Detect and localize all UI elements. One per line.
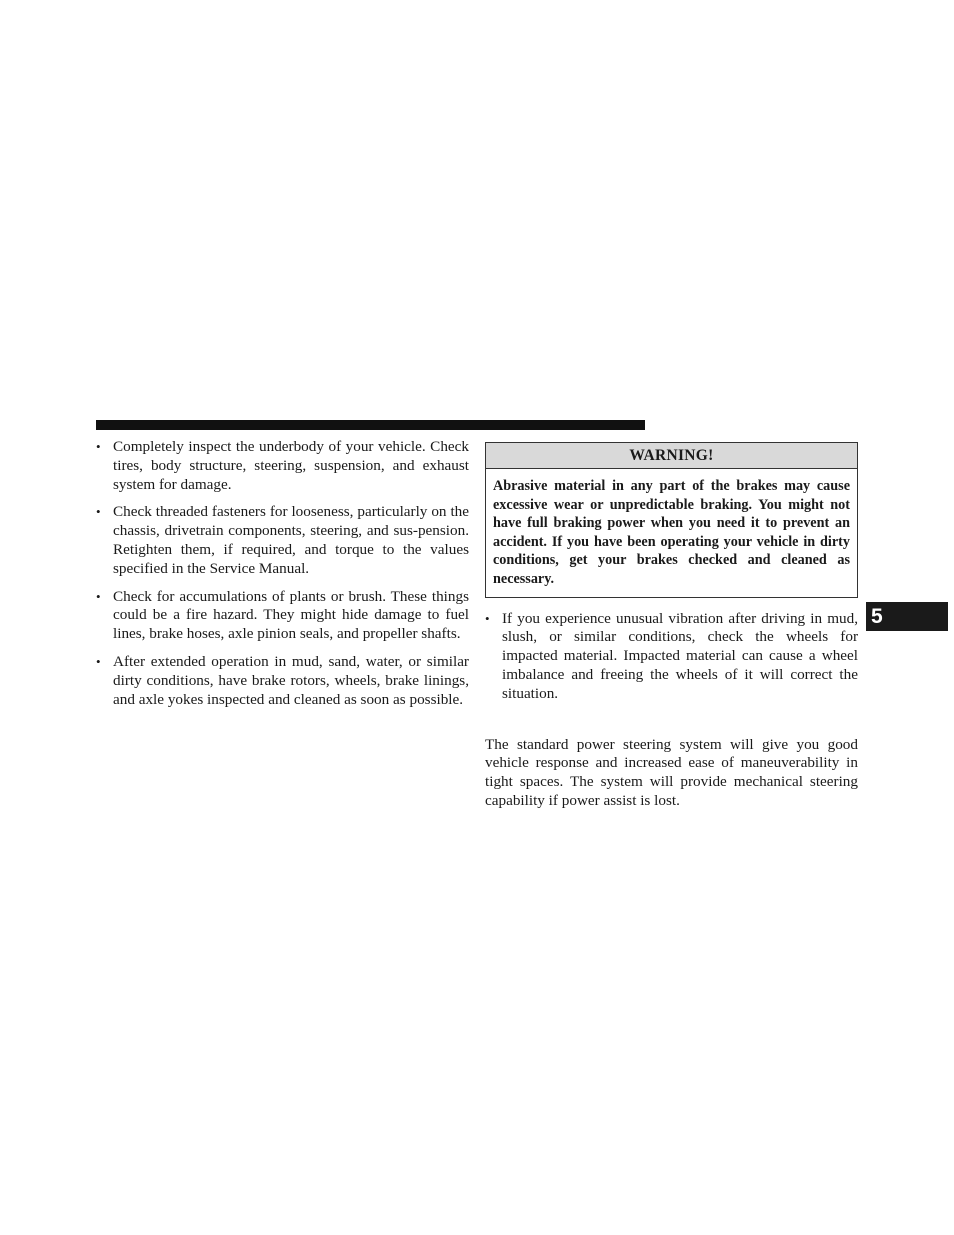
power-steering-paragraph: The standard power steering system will give you good vehicle response and increased ease of maneuverability in tight spaces. The system will provide mechanical steering capability if power assist is lost. — [485, 735, 858, 809]
list-item-text: Completely inspect the underbody of your vehicle. Check tires, body structure, steering, suspension, and exhaust system for damage. — [113, 438, 469, 493]
warning-box — [485, 442, 858, 598]
left-column — [96, 438, 469, 718]
list-item-text: After extended operation in mud, sand, water, or similar dirty conditions, have brake rotors, wheels, brake linings, and axle yokes inspected and cleaned as soon as possible. — [113, 652, 469, 708]
chapter-tab — [866, 602, 948, 631]
list-item — [485, 610, 858, 704]
bullet-icon: • — [96, 439, 101, 454]
list-item — [96, 503, 469, 578]
bullet-icon: • — [96, 588, 101, 604]
chapter-number: 5 — [871, 605, 883, 628]
list-item-text: Check for accumulations of plants or brush. These things could be a fire hazard. They might hide damage to fuel lines, brake hoses, axle pinion seals, and propeller shafts. — [113, 587, 469, 643]
list-item-text: Check threaded fasteners for looseness, particularly on the chassis, drivetrain components, steering, and sus-pension. Retighten them, if required, and torque to the values specified in the Service Manual. — [113, 503, 469, 577]
section-header-rule — [96, 420, 645, 430]
right-bullet-list — [485, 610, 858, 704]
list-item-text: If you experience unusual vibration after driving in mud, slush, or similar conditions, check the wheels for impacted material. Impacted material can cause a wheel imbalance and freeing the wheels of it will correct the situation. — [502, 609, 858, 702]
list-item — [96, 588, 469, 644]
warning-text: Abrasive material in any part of the brakes may cause excessive wear or unpredictable braking. You might not have full braking power when you need it to prevent an accident. If you have been operating your vehicle in dirty conditions, get your brakes checked and cleaned as necessary. — [493, 478, 850, 587]
left-bullet-list — [96, 438, 469, 709]
right-column — [485, 442, 858, 811]
list-item — [96, 653, 469, 709]
bullet-icon: • — [96, 504, 101, 520]
warning-title: WARNING! — [486, 443, 857, 469]
list-item — [96, 438, 469, 494]
bullet-icon: • — [96, 653, 101, 669]
bullet-icon: • — [485, 610, 490, 626]
